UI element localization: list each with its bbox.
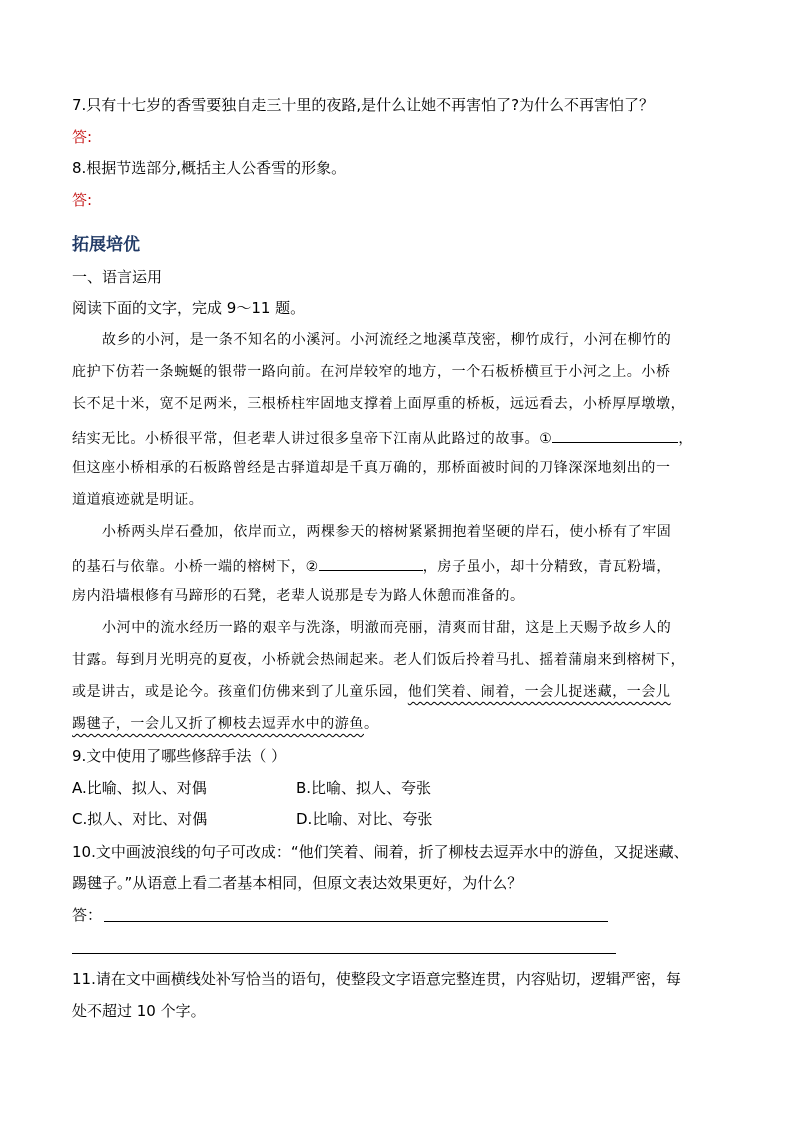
passage-p1-line5: 但这座小桥相承的石板路曾经是古驿道却是千真万确的，那桥面被时间的刀锋深深地刻出的一 [72, 460, 671, 476]
question-7: 7.只有十七岁的香雪要独自走三十里的夜路,是什么让她不再害怕了?为什么不再害怕了？ [72, 96, 655, 114]
passage-p1-line6: 道道痕迹就是明证。 [72, 492, 204, 508]
passage-p2-line1: 小桥两头岸石叠加，依岸而立，两棵参天的榕树紧紧拥抱着坚硬的岸石，使小桥有了牢固 [102, 524, 672, 540]
wavy-underlined-sentence-part2: 踢毽子，一会儿又折了柳枝去逗弄水中的游鱼 [72, 716, 364, 732]
passage-p3-line4 [72, 714, 722, 734]
passage-p1-line2: 庇护下仿若一条蜿蜒的银带一路向前。在河岸较窄的地方，一个石板桥横亘于小河之上。小桥 [72, 364, 671, 380]
passage-p1-line4-text: 结实无比。小桥很平常，但老辈人讲过很多皇帝下江南从此路过的故事。 [72, 431, 540, 447]
blank-2-label: ② [305, 559, 319, 575]
section-title: 拓展培优 [72, 235, 140, 255]
passage-p2-line2 [72, 554, 722, 577]
reading-instruction: 阅读下面的文字，完成 9～11 题。 [72, 299, 306, 317]
passage-p2-line2-end: ，房子虽小，却十分精致，青瓦粉墙， [422, 559, 671, 575]
passage-p1-line1: 故乡的小河，是一条不知名的小溪河。小河流经之地溪草茂密，柳竹成行，小河在柳竹的 [102, 332, 672, 348]
passage-p2-line2-text: 的基石与依靠。小桥一端的榕树下， [72, 559, 306, 575]
passage-p1-line4-end: ， [678, 431, 693, 447]
blank-1 [552, 426, 678, 443]
subsection-title: 一、语言运用 [72, 268, 163, 286]
option-a[interactable]: A.比喻、拟人、对偶 [72, 779, 207, 797]
question-10-line2: 踢毽子。”从语意上看二者基本相同，但原文表达效果更好，为什么？ [72, 874, 523, 892]
passage-p3-line1: 小河中的流水经历一路的艰辛与洗涤，明澈而亮丽，清爽而甘甜，这是上天赐予故乡人的 [102, 620, 672, 636]
passage-p3-line3 [72, 682, 722, 702]
blank-2 [319, 554, 423, 571]
question-8-answer-label: 答: [72, 191, 93, 209]
question-9: 9.文中使用了哪些修辞手法（ ） [72, 747, 287, 765]
option-c[interactable]: C.拟人、对比、对偶 [72, 810, 208, 828]
option-b[interactable]: B.比喻、拟人、夸张 [296, 779, 432, 797]
answer-line-1[interactable] [104, 921, 608, 922]
passage-p3-line2: 甘露。每到月光明亮的夏夜，小桥就会热闹起来。老人们饭后拎着马扎、摇着蒲扇来到榕树下， [72, 652, 686, 668]
question-10-line1: 10.文中画波浪线的句子可改成：“他们笑着、闹着，折了柳枝去逗弄水中的游鱼，又捉迷藏、 [72, 843, 689, 861]
question-11-line2: 处不超过 10 个字。 [72, 1002, 206, 1020]
passage-p1-line4 [72, 426, 722, 449]
answer-line-2[interactable] [72, 953, 616, 954]
wavy-underlined-sentence-part1: 他们笑着、闹着，一会儿捉迷藏，一会儿 [407, 684, 671, 700]
passage-p2-line3: 房内沿墙根修有马蹄形的石凳，老辈人说那是专为路人休憩而准备的。 [72, 588, 525, 604]
blank-1-label: ① [539, 431, 553, 447]
option-d[interactable]: D.比喻、对比、夸张 [296, 810, 433, 828]
passage-p3-line4-end: 。 [364, 716, 379, 732]
question-8: 8.根据节选部分,概括主人公香雪的形象。 [72, 159, 347, 177]
passage-p3-line3-text: 或是讲古，或是论今。孩童们仿佛来到了儿童乐园， [72, 684, 408, 700]
passage-p1-line3: 长不足十米，宽不足两米，三根桥柱牢固地支撑着上面厚重的桥板，远远看去，小桥厚厚墩墩， [72, 396, 686, 412]
question-10-answer-label: 答： [72, 906, 103, 924]
question-11-line1: 11.请在文中画横线处补写恰当的语句，使整段文字语意完整连贯，内容贴切，逻辑严密，每 [72, 970, 681, 988]
question-7-answer-label: 答: [72, 128, 93, 146]
